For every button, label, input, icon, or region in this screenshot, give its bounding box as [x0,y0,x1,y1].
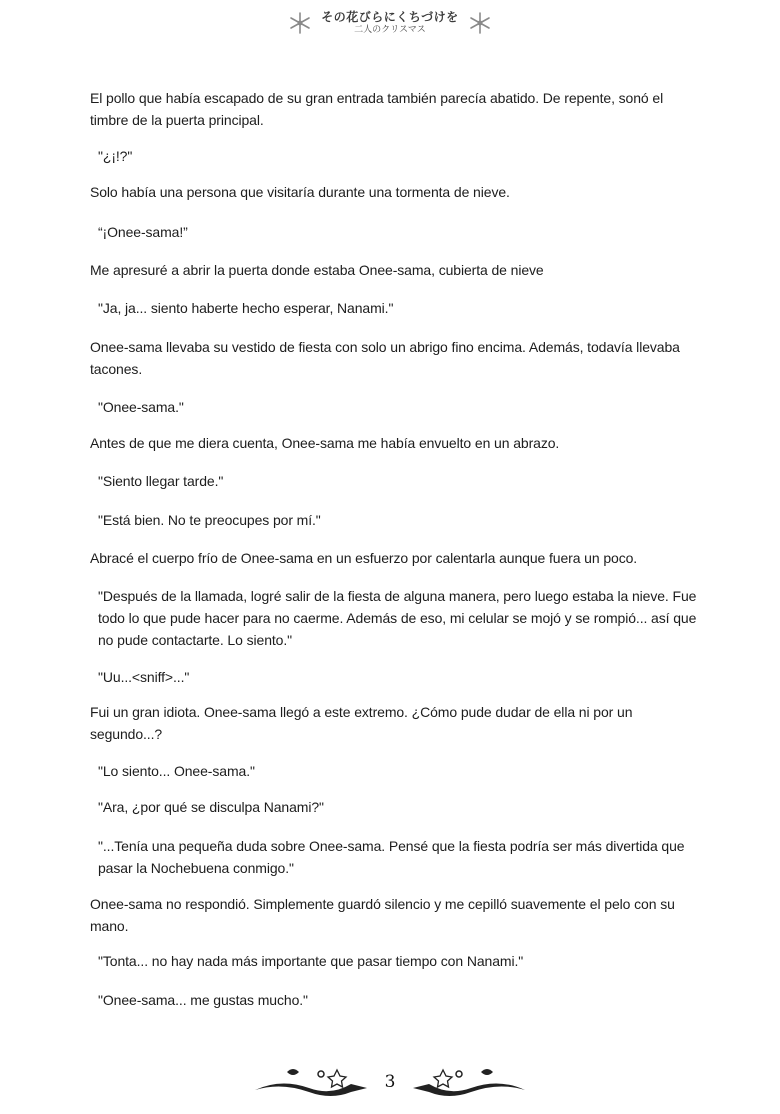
dialogue-line: "Onee-sama... me gustas mucho." [98,992,308,1008]
dialogue-line: "Lo siento... Onee-sama." [98,763,255,779]
paragraph: Onee-sama no respondió. Simplemente guardó silencio y me cepilló suavemente el pelo con su mano. [90,896,675,934]
header-subtitle: 二人のクリスマス [354,25,426,35]
dialogue-line: "Ara, ¿por qué se disculpa Nanami?" [98,799,324,815]
header-title: その花びらにくちづけを [321,10,459,24]
dialogue-line: "¿¡!?" [98,148,133,164]
paragraph: Abracé el cuerpo frío de Onee-sama en un esfuerzo por calentarla aunque fuera un poco. [90,550,638,566]
ribbon-ornament-left-icon [251,1064,371,1100]
dialogue-line: "Onee-sama." [98,399,184,415]
snowflake-left-icon [287,10,313,36]
paragraph: Antes de que me diera cuenta, Onee-sama me había envuelto en un abrazo. [90,435,560,451]
paragraph: Me apresuré a abrir la puerta donde estaba Onee-sama, cubierta de nieve [90,262,544,278]
paragraph: Onee-sama llevaba su vestido de fiesta con solo un abrigo fino encima. Además, todavía llevaba tacones. [90,339,680,377]
snowflake-right-icon [467,10,493,36]
ribbon-ornament-right-icon [409,1064,529,1100]
page-number: 3 [384,1072,396,1092]
dialogue-line: "Está bien. No te preocupes por mí." [98,512,321,528]
dialogue-line: "Ja, ja... siento haberte hecho esperar, Nanami." [98,300,394,316]
paragraph: Solo había una persona que visitaría durante una tormenta de nieve. [90,184,510,200]
dialogue-line: "Después de la llamada, logré salir de la fiesta de alguna manera, pero luego estaba la nieve. Fue todo lo que pude hacer para no caerme. Además de eso, mi celular se mojó y se rompió... así que no pude contactarte. Lo siento." [98,588,697,648]
dialogue-line: “¡Onee-sama!” [98,224,188,240]
page-header [0,6,780,40]
dialogue-line: "Uu...<sniff>..." [98,669,190,685]
paragraph: Fui un gran idiota. Onee-sama llegó a este extremo. ¿Cómo pude dudar de ella ni por un segundo...? [90,704,633,742]
dialogue-line: "Siento llegar tarde." [98,473,224,489]
paragraph: El pollo que había escapado de su gran entrada también parecía abatido. De repente, sonó el timbre de la puerta principal. [90,90,664,128]
dialogue-line: "...Tenía una pequeña duda sobre Onee-sama. Pensé que la fiesta podría ser más divertida que pasar la Nochebuena conmigo." [98,838,685,876]
dialogue-line: "Tonta... no hay nada más importante que pasar tiempo con Nanami." [98,953,524,969]
page-footer [0,1062,780,1102]
